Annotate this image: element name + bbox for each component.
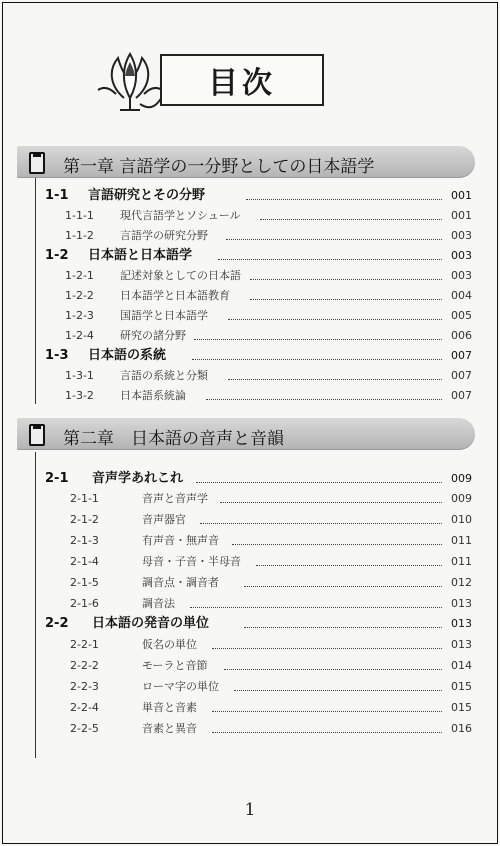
toc-entry[interactable]	[0, 367, 500, 385]
chapter-title: 第一章 言語学の一分野としての日本語学	[63, 157, 375, 177]
toc-entry[interactable]	[0, 227, 500, 245]
entry-title: 日本語系統論	[120, 389, 186, 402]
entry-title: 日本語学と日本語教育	[120, 289, 230, 302]
toc-entry[interactable]	[0, 267, 500, 285]
page-ref: 015	[451, 680, 472, 693]
section-number: 1-2	[45, 248, 69, 263]
page-ref: 007	[451, 349, 472, 362]
entry-number: 2-2-3	[70, 680, 99, 693]
toc-entry[interactable]	[0, 699, 500, 717]
entry-number: 2-1-1	[70, 492, 99, 505]
entry-number: 2-1-5	[70, 576, 99, 589]
dot-leader	[192, 359, 442, 360]
entry-title: 有声音・無声音	[142, 534, 219, 547]
entry-title: 言語学の研究分野	[120, 229, 208, 242]
toc-section[interactable]	[0, 470, 500, 488]
toc-entry[interactable]	[0, 307, 500, 325]
page-ref: 007	[451, 369, 472, 382]
entry-title: 調音点・調音者	[142, 576, 219, 589]
entry-number: 1-2-1	[65, 269, 94, 282]
bookmark-icon	[29, 424, 45, 446]
dot-leader	[212, 711, 442, 712]
section-title: 日本語の系統	[88, 348, 167, 363]
page-number: 1	[244, 800, 256, 820]
dot-leader	[220, 502, 442, 503]
section-number: 1-3	[45, 348, 69, 363]
entry-number: 1-1-1	[65, 209, 94, 222]
toc-section[interactable]	[0, 347, 500, 365]
page-ref: 010	[451, 513, 472, 526]
entry-number: 1-3-2	[65, 389, 94, 402]
entry-number: 2-2-1	[70, 638, 99, 651]
page-ref: 003	[451, 249, 472, 262]
page-title: 目次	[160, 54, 324, 106]
entry-title: 国語学と日本語学	[120, 309, 208, 322]
entry-number: 2-1-2	[70, 513, 99, 526]
entry-title: 記述対象としての日本語	[120, 269, 241, 282]
entry-title: 音声器官	[142, 513, 186, 526]
entry-title: 現代言語学とソシュール	[120, 209, 241, 222]
toc-entry[interactable]	[0, 553, 500, 571]
page-ref: 013	[451, 617, 472, 630]
page-ref: 013	[451, 597, 472, 610]
toc-entry[interactable]	[0, 207, 500, 225]
chapter-title: 第二章 日本語の音声と音韻	[63, 429, 284, 449]
toc-entry[interactable]	[0, 327, 500, 345]
page-ref: 012	[451, 576, 472, 589]
dot-leader	[206, 399, 442, 400]
dot-leader	[250, 299, 442, 300]
page-ref: 005	[451, 309, 472, 322]
entry-title: 調音法	[142, 597, 175, 610]
entry-title: 音素と異音	[142, 722, 197, 735]
entry-number: 2-2-2	[70, 659, 99, 672]
dot-leader	[244, 586, 442, 587]
page-ref: 003	[451, 229, 472, 242]
toc-section[interactable]	[0, 247, 500, 265]
dot-leader	[218, 259, 442, 260]
page-ref: 009	[451, 472, 472, 485]
toc-entry[interactable]	[0, 532, 500, 550]
toc-entry[interactable]	[0, 387, 500, 405]
toc-section[interactable]	[0, 615, 500, 633]
page-ref: 003	[451, 269, 472, 282]
entry-title: 母音・子音・半母音	[142, 555, 241, 568]
entry-number: 1-2-3	[65, 309, 94, 322]
dot-leader	[226, 239, 442, 240]
page-ref: 011	[451, 555, 472, 568]
dot-leader	[196, 482, 442, 483]
dot-leader	[212, 732, 442, 733]
entry-title: 研究の諸分野	[120, 329, 186, 342]
page-ref: 006	[451, 329, 472, 342]
bookmark-icon	[29, 152, 45, 174]
entry-title: モーラと音節	[142, 659, 208, 672]
toc-entry[interactable]	[0, 678, 500, 696]
entry-number: 2-1-4	[70, 555, 99, 568]
toc-entry[interactable]	[0, 657, 500, 675]
section-number: 1-1	[45, 188, 69, 203]
toc-entry[interactable]	[0, 636, 500, 654]
dot-leader	[200, 523, 442, 524]
page-ref: 014	[451, 659, 472, 672]
entry-number: 2-2-5	[70, 722, 99, 735]
dot-leader	[190, 607, 442, 608]
dot-leader	[244, 627, 442, 628]
toc-entry[interactable]	[0, 595, 500, 613]
dot-leader	[232, 544, 442, 545]
section-number: 2-1	[45, 471, 69, 486]
page-ref: 007	[451, 389, 472, 402]
dot-leader	[194, 339, 442, 340]
section-number: 2-2	[45, 616, 69, 631]
page-ref: 009	[451, 492, 472, 505]
entry-number: 1-2-2	[65, 289, 94, 302]
dot-leader	[234, 690, 442, 691]
section-title: 言語研究とその分野	[88, 188, 206, 203]
page-ref: 011	[451, 534, 472, 547]
toc-section[interactable]	[0, 187, 500, 205]
dot-leader	[228, 379, 442, 380]
toc-entry[interactable]	[0, 511, 500, 529]
toc-entry[interactable]	[0, 574, 500, 592]
entry-number: 1-3-1	[65, 369, 94, 382]
section-title: 日本語と日本語学	[88, 248, 193, 263]
page-ref: 001	[451, 209, 472, 222]
chapter-heading	[17, 418, 475, 450]
entry-number: 2-1-6	[70, 597, 99, 610]
page-ref: 015	[451, 701, 472, 714]
entry-title: 単音と音素	[142, 701, 197, 714]
entry-number: 1-1-2	[65, 229, 94, 242]
dot-leader	[228, 319, 442, 320]
toc-entry[interactable]	[0, 720, 500, 738]
entry-number: 1-2-4	[65, 329, 94, 342]
page-ref: 013	[451, 638, 472, 651]
entry-title: ローマ字の単位	[142, 680, 219, 693]
dot-leader	[260, 219, 442, 220]
page-ref: 004	[451, 289, 472, 302]
entry-title: 音声と音声学	[142, 492, 208, 505]
entry-number: 2-2-4	[70, 701, 99, 714]
dot-leader	[250, 279, 442, 280]
toc-entry[interactable]	[0, 490, 500, 508]
entry-title: 言語の系統と分類	[120, 369, 208, 382]
entry-number: 2-1-3	[70, 534, 99, 547]
page-ref: 016	[451, 722, 472, 735]
dot-leader	[224, 669, 442, 670]
page-ref: 001	[451, 189, 472, 202]
dot-leader	[212, 648, 442, 649]
dot-leader	[246, 199, 442, 200]
toc-entry[interactable]	[0, 287, 500, 305]
section-title: 音声学あれこれ	[92, 471, 184, 486]
dot-leader	[256, 565, 442, 566]
chapter-heading	[17, 146, 475, 178]
entry-title: 仮名の単位	[142, 638, 197, 651]
section-title: 日本語の発音の単位	[92, 616, 210, 631]
